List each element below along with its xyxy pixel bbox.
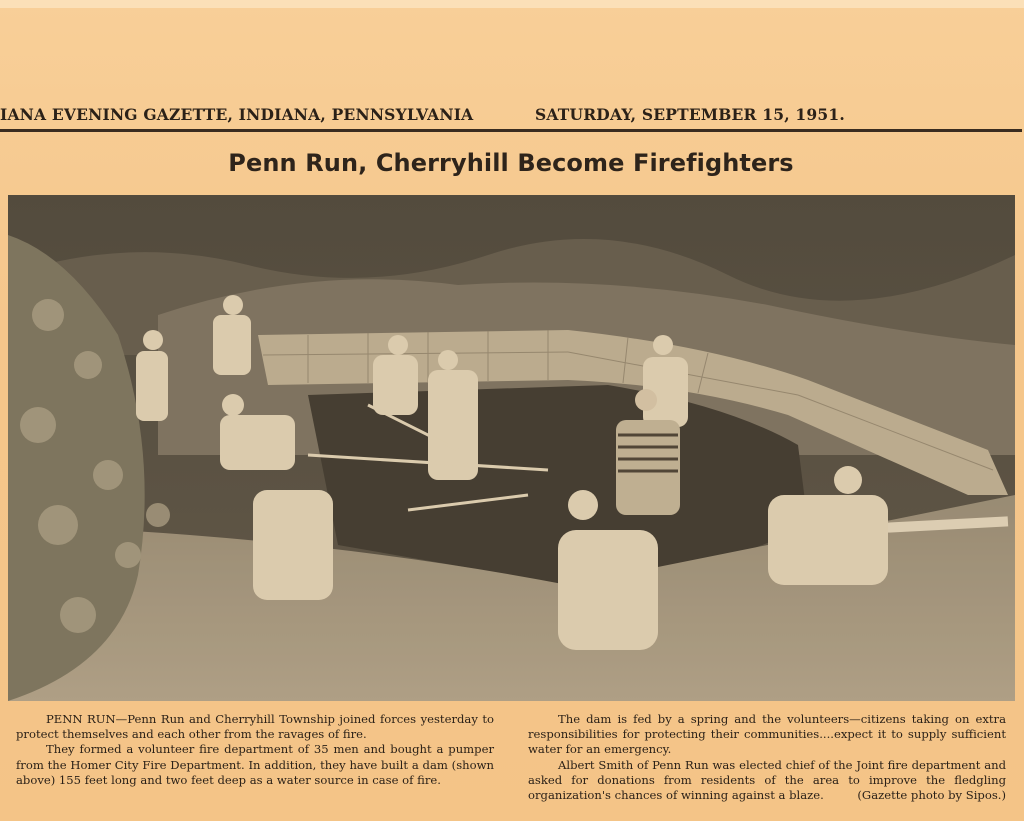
caption-left-column	[16, 712, 494, 788]
masthead-date: SATURDAY, SEPTEMBER 15, 1951.	[535, 104, 845, 124]
news-photo	[8, 195, 1015, 701]
caption-paragraph	[528, 758, 1006, 804]
photo-illustration	[8, 195, 1015, 701]
caption-paragraph: They formed a volunteer fire department of 35 men and bought a pumper from the Homer City Fire Department. In addition, they have built a dam (shown above) 155 feet long and two feet deep as a water source in case of fire.	[16, 742, 494, 787]
paper-edge	[0, 0, 1024, 8]
caption-right-column	[528, 712, 1006, 803]
masthead-paper-name: IANA EVENING GAZETTE, INDIANA, PENNSYLVANIA	[0, 104, 474, 124]
masthead-rule	[0, 129, 1022, 132]
caption-paragraph: The dam is fed by a spring and the volunteers—citizens taking on extra responsibilities for protecting their communities....expect it to supply sufficient water for an emergency.	[528, 712, 1006, 757]
caption-paragraph: PENN RUN—Penn Run and Cherryhill Township joined forces yesterday to protect themselves and each other from the ravages of fire.	[16, 712, 494, 742]
photo-credit: (Gazette photo by Sipos.)	[857, 788, 1006, 803]
headline: Penn Run, Cherryhill Become Firefighters	[228, 149, 794, 177]
caption-paragraph-text: Albert Smith of Penn Run was elected chief of the Joint fire department and asked for donations from residents of the area to improve the fledgling organization's chances of winning against a blaze.	[528, 757, 1006, 803]
masthead	[0, 101, 1024, 127]
photo-tint	[8, 195, 1015, 701]
